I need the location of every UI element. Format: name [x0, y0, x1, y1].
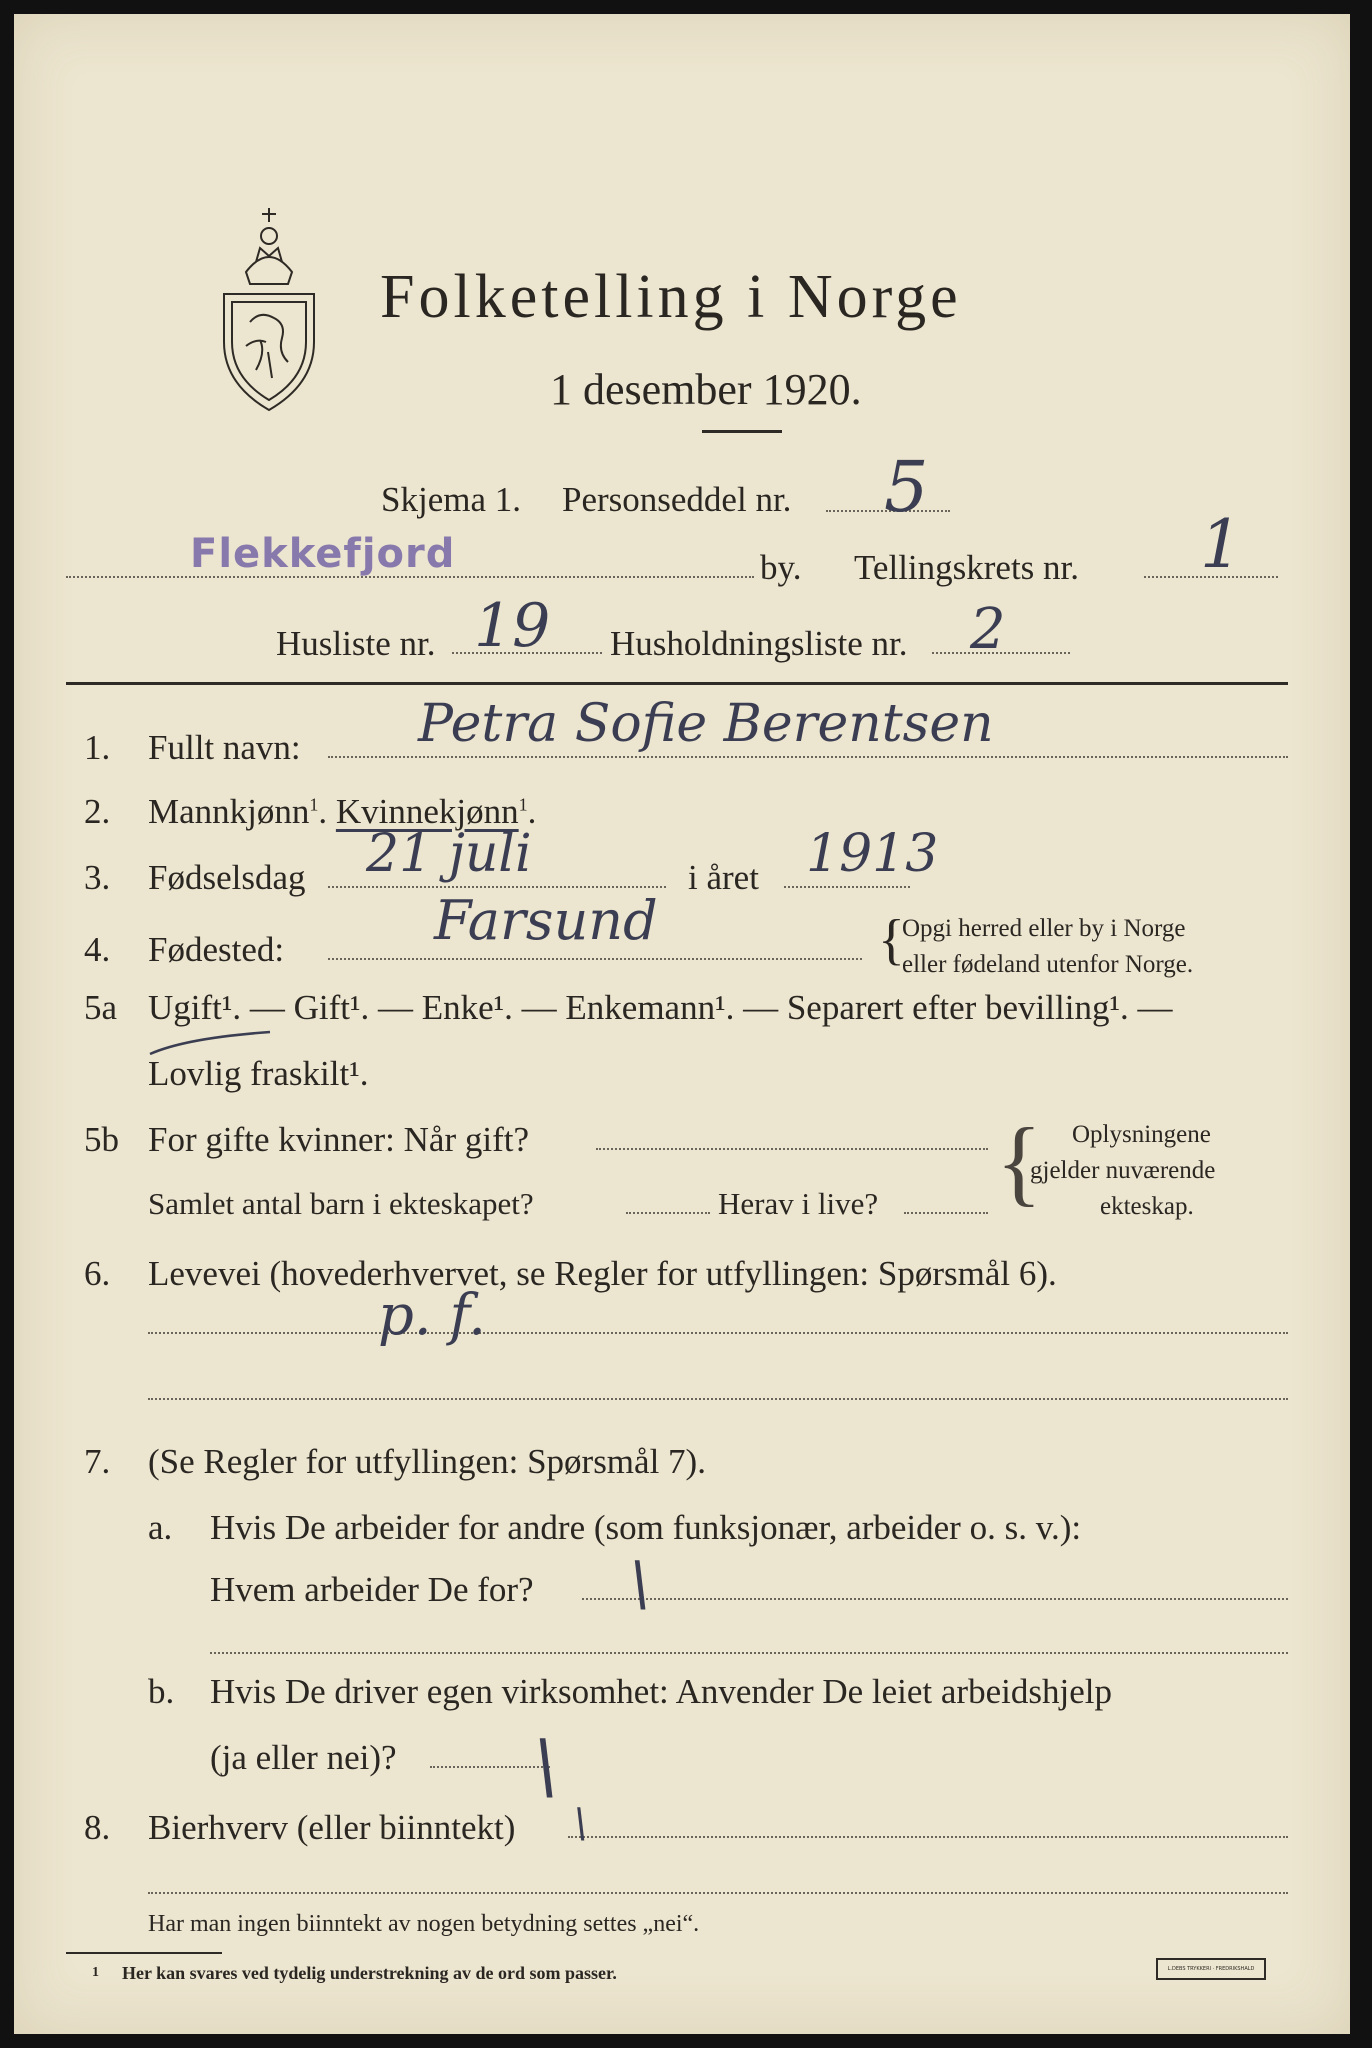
- q2-dot: .: [527, 792, 537, 831]
- q5b-label-live: Herav i live?: [718, 1186, 879, 1221]
- title-divider: [702, 430, 782, 433]
- q2-mannkjonn: Mannkjønn: [148, 792, 310, 831]
- husholdning-value: 2: [970, 597, 1006, 662]
- q5b-note-line1: Oplysningene: [1072, 1121, 1211, 1148]
- q3-aaret-line: [784, 886, 910, 888]
- q2-number: 2.: [84, 792, 111, 831]
- personseddel-value: 5: [884, 446, 929, 528]
- q5a-line1: Ugift¹. — Gift¹. — Enke¹. — Enkemann¹. — Separert efter bevilling¹. —: [148, 988, 1173, 1027]
- q6-number: 6.: [84, 1254, 111, 1293]
- q8-label: Bierhverv (eller biinntekt): [148, 1808, 516, 1847]
- q1-label: Fullt navn:: [148, 728, 301, 767]
- q1-full-name-value: Petra Sofie Berentsen: [418, 694, 994, 754]
- q4-brace: {: [878, 909, 905, 971]
- q1-line: [328, 756, 1288, 758]
- q5b-barn-line: [626, 1212, 710, 1214]
- q4-note-line1: Opgi herred eller by i Norge: [902, 915, 1186, 942]
- husliste-value: 19: [474, 591, 551, 661]
- q2-sup: 1: [309, 794, 319, 815]
- tellingskrets-value: 1: [1200, 506, 1242, 583]
- header-separator: [66, 682, 1288, 685]
- q7b-answer-line: [430, 1766, 550, 1768]
- printer-mark-text: L.DEBS TRYKKERI · FREDRIKSHALD: [1167, 1966, 1255, 1972]
- q3-label: Fødselsdag: [148, 858, 306, 897]
- q8-number: 8.: [84, 1808, 111, 1847]
- q6-line1: [148, 1332, 1288, 1334]
- q5b-brace: {: [996, 1108, 1043, 1215]
- q7b-line2: (ja eller nei)?: [210, 1738, 397, 1777]
- q3-line: [328, 886, 666, 888]
- q1-number: 1.: [84, 728, 111, 767]
- q2-options: Mannkjønn$^1$. Kvinnekjønn$^1$.: [148, 792, 537, 831]
- q4-note-line2: eller fødeland utenfor Norge.: [902, 951, 1194, 978]
- q8-dash-value: \: [574, 1801, 588, 1847]
- q5b-number: 5b: [84, 1120, 119, 1159]
- skjema-label: Skjema 1.: [381, 480, 521, 519]
- husholdning-label: Husholdningsliste nr.: [610, 624, 908, 663]
- q5a-number: 5a: [84, 988, 118, 1027]
- q7a-dash-value: \: [630, 1549, 651, 1619]
- form-title: Folketelling i Norge: [380, 263, 962, 331]
- footer-note: Har man ingen biinntekt av nogen betydning settes „nei“.: [148, 1911, 700, 1937]
- q5b-note-line2: gjelder nuværende: [1030, 1157, 1216, 1184]
- by-label: by.: [760, 548, 802, 587]
- q5a-ugift-mark-icon: [146, 1028, 276, 1058]
- tellingskrets-label: Tellingskrets nr.: [854, 548, 1080, 587]
- q7a-answer-line: [582, 1598, 1288, 1600]
- q2-sup: 1: [518, 794, 528, 815]
- q4-birthplace-value: Farsund: [434, 889, 658, 952]
- q7b-dash-value: \: [534, 1724, 559, 1808]
- q2-kvinnekjonn-underlined: Kvinnekjønn: [335, 792, 519, 831]
- q4-line: [328, 958, 862, 960]
- husliste-label: Husliste nr.: [276, 624, 436, 663]
- q3-birthday-value: 21 juli: [366, 824, 532, 884]
- q3-number: 3.: [84, 858, 111, 897]
- q7a-letter: a.: [148, 1508, 173, 1547]
- q5b-label-barn: Samlet antal barn i ekteskapet?: [148, 1186, 534, 1221]
- place-stamp: Flekkefjord: [190, 531, 456, 577]
- printer-mark: [1156, 1958, 1266, 1980]
- q6-label: Levevei (hovederhvervet, se Regler for utfyllingen: Spørsmål 6).: [148, 1254, 1057, 1293]
- q7-label: (Se Regler for utfyllingen: Spørsmål 7).: [148, 1442, 706, 1481]
- footnote-mark: 1: [92, 1965, 99, 1980]
- census-form-sheet: [14, 14, 1350, 2034]
- q7b-line1: Hvis De driver egen virksomhet: Anvender De leiet arbeidshjelp: [210, 1672, 1112, 1711]
- q3-aaret-label: i året: [688, 858, 759, 897]
- footnote-text: Her kan svares ved tydelig understrekning av de ord som passer.: [122, 1963, 617, 1983]
- q7a-line1: Hvis De arbeider for andre (som funksjonær, arbeider o. s. v.):: [210, 1508, 1082, 1547]
- form-date: 1 desember 1920.: [550, 365, 862, 414]
- q5b-label-gift: For gifte kvinner: Når gift?: [148, 1120, 530, 1159]
- q8-line2: [148, 1892, 1288, 1894]
- q7a-line2: Hvem arbeider De for?: [210, 1570, 534, 1609]
- q7-number: 7.: [84, 1442, 111, 1481]
- q4-number: 4.: [84, 930, 111, 969]
- q6-line2: [148, 1398, 1288, 1400]
- personseddel-label: Personseddel nr.: [562, 480, 792, 519]
- q6-occupation-value: p. f.: [378, 1283, 486, 1348]
- q3-year-value: 1913: [806, 824, 939, 884]
- q4-label: Fødested:: [148, 930, 285, 969]
- q7a-extra-line: [210, 1652, 1288, 1654]
- q5a-line2: Lovlig fraskilt¹.: [148, 1054, 369, 1093]
- q8-line1: [568, 1836, 1288, 1838]
- q7b-letter: b.: [148, 1672, 175, 1711]
- q5b-note-line3: ekteskap.: [1100, 1193, 1194, 1220]
- q5b-live-line: [904, 1212, 988, 1214]
- q5b-gift-line: [596, 1148, 988, 1150]
- footnote-divider: [66, 1952, 222, 1954]
- norwegian-coat-of-arms-icon: [216, 202, 322, 416]
